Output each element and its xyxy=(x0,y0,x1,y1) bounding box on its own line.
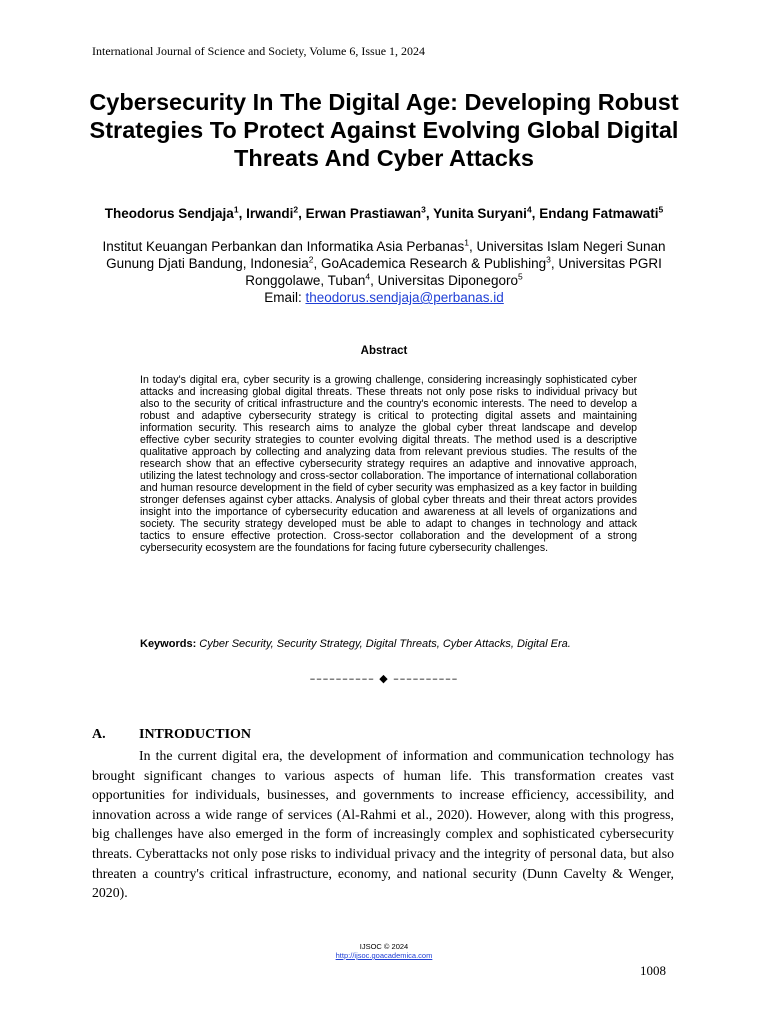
author-name: Endang Fatmawati xyxy=(539,206,659,221)
abstract-text: In today's digital era, cyber security is a growing challenge, considering increasingly sophisticated cyber attacks and increasing global digital threats. These threats not only pose risks to individual privacy but also to the security of critical infrastructure and the country's economic interests. The need to develop a robust and adaptive cybersecurity strategy is critical to protecting digital assets and maintaining information security. This research aims to analyze the global cyber threat landscape and develop effective cyber security strategies to counter evolving digital threats. The method used is a descriptive qualitative approach by collecting and analyzing data from relevant previous studies. The results of the research show that an effective cybersecurity strategy requires an adaptive and innovative approach, utilizing the latest technology and cross-sector collaboration. The importance of international collaboration and human resource development in the field of cyber security was emphasized as a key factor in building stronger defenses against cyber attacks. Analysis of global cyber threats and their threat actors provides insight into the importance of cybersecurity education and awareness at all levels of organizations and society. The security strategy developed must be able to adapt to changes in technology and attack tactics to ensure effective protection. Cross-sector collaboration and the development of a strong cybersecurity ecosystem are the foundations for facing future cybersecurity challenges. xyxy=(140,374,637,554)
author-name: Theodorus Sendjaja xyxy=(104,206,234,221)
author-sup: 2 xyxy=(293,204,299,215)
section-title: INTRODUCTION xyxy=(139,727,252,742)
affiliation: Universitas Diponegoro xyxy=(377,273,518,288)
author-sup: 3 xyxy=(421,204,426,215)
author-sup: 1 xyxy=(233,204,239,215)
affiliation: Universitas PGRI Ronggolawe, Tuban xyxy=(245,256,662,288)
footer-copyright: IJSOC © 2024 xyxy=(359,942,409,951)
affiliation-list: Institut Keuangan Perbankan dan Informatika Asia Perbanas$^1$, Universitas Islam Negeri Sunan Gunung Djati Bandung, Indonesia$^2$, GoAcademica Research & Publishing$^3$, Universitas PGRI Ronggolawe, Tuban$^4$, Universitas Diponegoro$^5$ xyxy=(102,237,666,288)
journal-header: International Journal of Science and Society, Volume 6, Issue 1, 2024 xyxy=(92,44,426,58)
contact-email xyxy=(90,290,678,305)
affiliation: Universitas Islam Negeri Sunan Gunung Djati Bandung, Indonesia xyxy=(106,239,666,271)
email-link[interactable]: theodorus.sendjaja@perbanas.id xyxy=(305,290,504,305)
keywords-label: Keywords: xyxy=(140,638,197,650)
section-number: A. xyxy=(92,727,106,742)
author-sup: 5 xyxy=(658,204,664,215)
affiliation: Institut Keuangan Perbankan dan Informatika Asia Perbanas xyxy=(102,239,465,254)
author-name: Erwan Prastiawan xyxy=(305,206,422,221)
author-name: Yunita Suryani xyxy=(433,206,527,221)
page-footer xyxy=(0,942,768,960)
page-number: 1008 xyxy=(640,963,666,978)
footer-url-link[interactable]: http://ijsoc.goacademica.com xyxy=(335,951,433,960)
intro-paragraph: In the current digital era, the development of information and communication technology has brought significant changes to various aspects of human life. This transformation creates vast opportunities for individuals, businesses, and governments to increase efficiency, accessibility, and innovation across a wide range of services (Al-Rahmi et al., 2020). However, along with this progress, big challenges have also emerged in the form of increasingly complex and sophisticated cybersecurity threats. Cyberattacks not only pose risks to individual privacy and the integrity of personal data, but also threaten a country's critical infrastructure, economy, and national security (Dunn Cavelty & Wenger, 2020). xyxy=(92,748,674,901)
affiliation: GoAcademica Research & Publishing xyxy=(321,256,547,271)
author-sup: 4 xyxy=(526,204,532,215)
author-list: Theodorus Sendjaja$^1$, Irwandi$^2$, Erwan Prastiawan$^3$, Yunita Suryani$^4$, Endang Fatmawati$^5$ xyxy=(104,204,664,221)
author-name: Irwandi xyxy=(246,206,294,221)
section-divider: –––––––––– ◆ –––––––––– xyxy=(309,672,459,685)
abstract-heading: Abstract xyxy=(360,345,408,357)
section-heading xyxy=(92,727,251,743)
paper-title: Cybersecurity In The Digital Age: Developing Robust Strategies To Protect Against Evolving Global Digital Threats And Cyber Attacks xyxy=(89,89,679,171)
keywords xyxy=(140,638,660,650)
keywords-text: Cyber Security, Security Strategy, Digital Threats, Cyber Attacks, Digital Era. xyxy=(196,638,571,650)
email-label: Email: xyxy=(264,290,306,305)
